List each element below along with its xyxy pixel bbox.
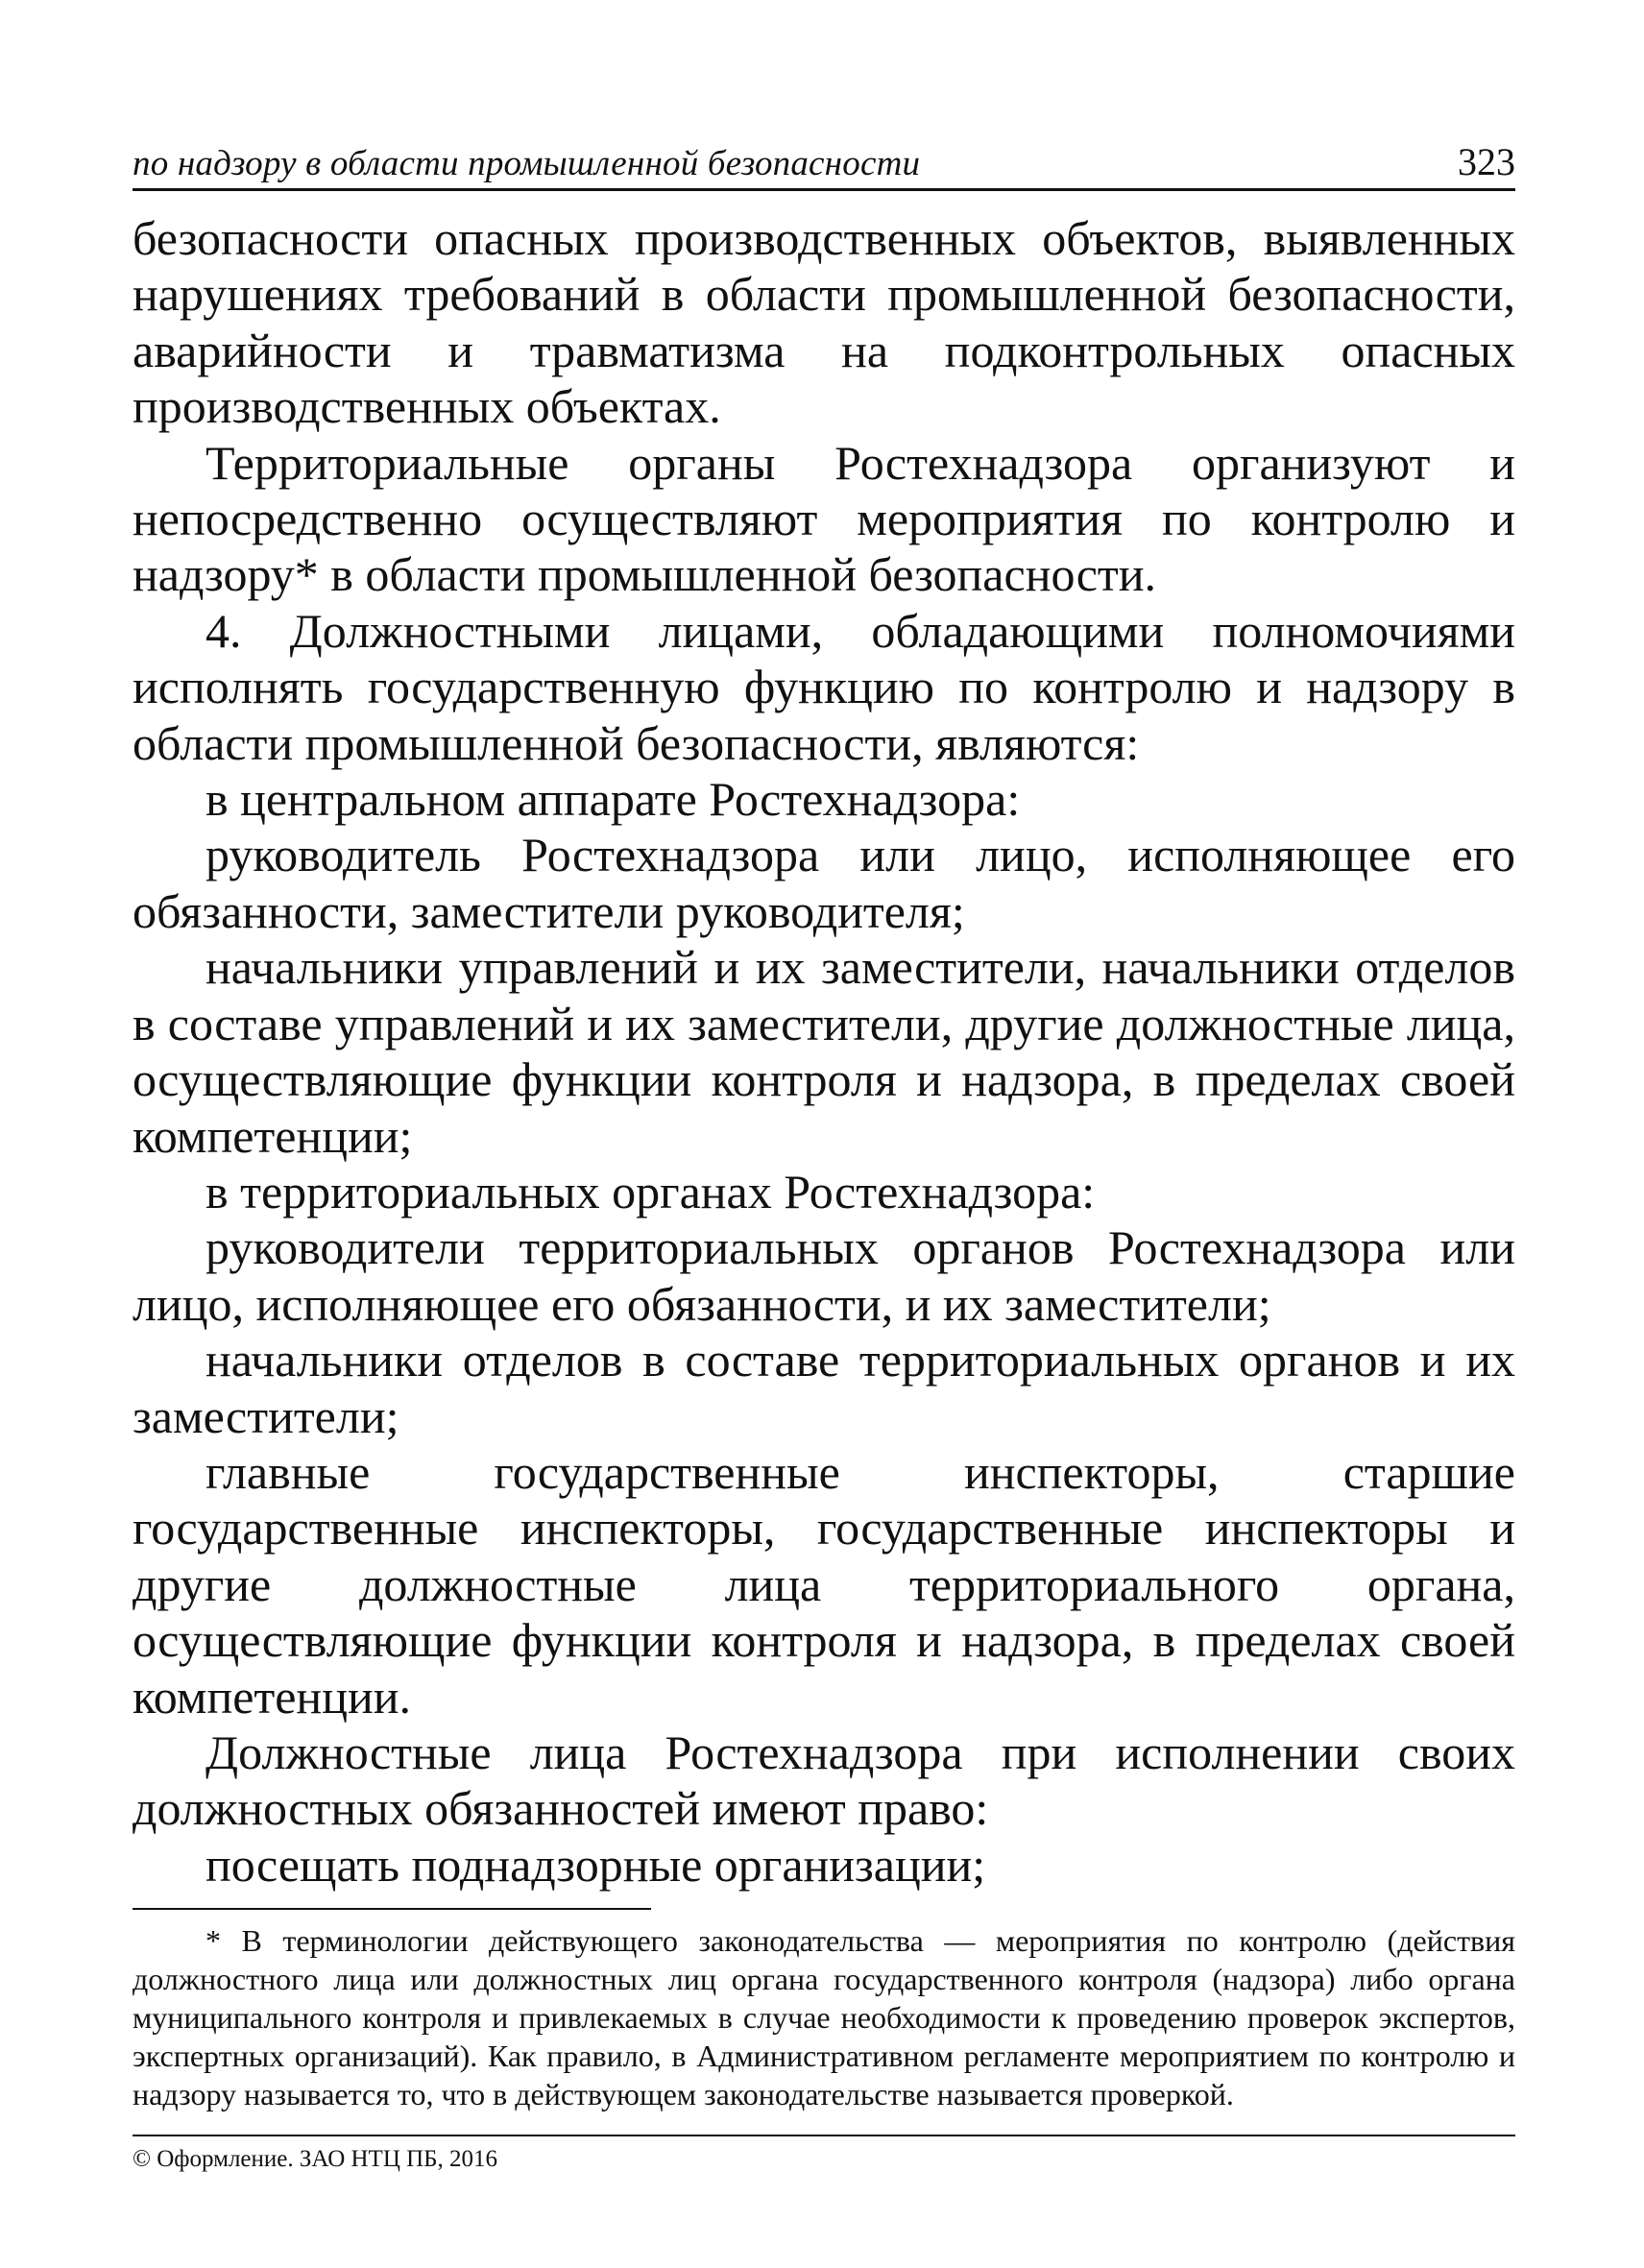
paragraph: начальники отделов в составе территориальных органов и их заместители; xyxy=(133,1333,1515,1443)
running-head-title: по надзору в области промышленной безопасности xyxy=(133,144,921,183)
footnote-divider xyxy=(133,1908,651,1910)
paragraph: главные государственные инспекторы, старшие государственные инспекторы, государственные инспекторы и другие должностные лица территориального органа, осуществляющие функции контроля и надзора, в пределах своей компетенции. xyxy=(133,1444,1515,1724)
paragraph: начальники управлений и их заместители, начальники отделов в составе управлений и их заместители, другие должностные лица, осуществляющие функции контроля и надзора, в пределах своей компетенции; xyxy=(133,940,1515,1163)
paragraph: руководители территориальных органов Ростехнадзора или лицо, исполняющее его обязанности, и их заместители; xyxy=(133,1220,1515,1331)
paragraph: в территориальных органах Ростехнадзора: xyxy=(206,1164,1096,1218)
page-number: 323 xyxy=(1458,140,1515,183)
paragraph: безопасности опасных производственных объектов, выявленных нарушениях требований в области промышленной безопасности, аварийности и травматизма на подконтрольных опасных производственных объектах. xyxy=(133,211,1515,434)
footnote: * В терминологии действующего законодательства — мероприятия по контролю (действия должностного лица или должностных лиц органа государственного контроля (надзора) либо органа муниципального контроля и привлекаемых в случае необходимости к проведению проверок экспертов, экспертных организаций). Как правило, в Административном регламенте мероприятием по контролю и надзору называется то, что в действующем законодательстве называется проверкой. xyxy=(133,1923,1515,2112)
paragraph: Должностные лица Ростехнадзора при исполнении своих должностных обязанностей имеют право: xyxy=(133,1725,1515,1836)
paragraph: 4. Должностными лицами, обладающими полномочиями исполнять государственную функцию по контролю и надзору в области промышленной безопасности, являются: xyxy=(133,603,1515,770)
footer-divider xyxy=(133,2135,1515,2136)
body-text xyxy=(133,210,1515,1893)
copyright-footer: © Оформление. ЗАО НТЦ ПБ, 2016 xyxy=(133,2146,498,2173)
paragraph: посещать поднадзорные организации; xyxy=(206,1837,986,1892)
paragraph: Территориальные органы Ростехнадзора организуют и непосредственно осуществляют мероприятия по контролю и надзору* в области промышленной безопасности. xyxy=(133,435,1515,602)
running-head xyxy=(133,134,1515,191)
document-page xyxy=(133,134,1515,2175)
paragraph: в центральном аппарате Ростехнадзора: xyxy=(206,772,1021,827)
paragraph: руководитель Ростехнадзора или лицо, исполняющее его обязанности, заместители руководителя; xyxy=(133,828,1515,938)
